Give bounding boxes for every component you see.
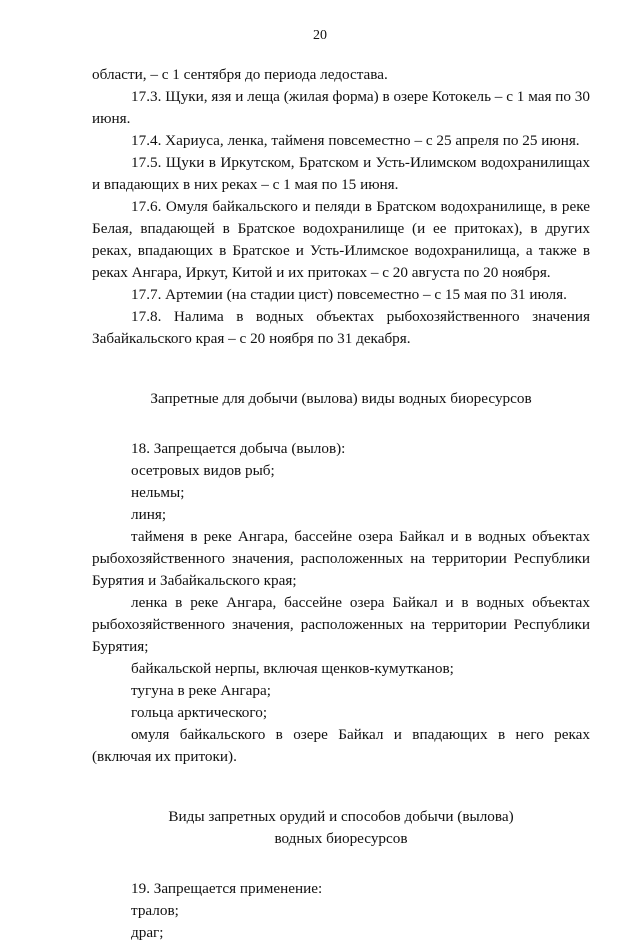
page-number: 20 bbox=[313, 28, 327, 43]
list-item-18-3: линя; bbox=[131, 506, 167, 523]
list-item-18-4: тайменя в реке Ангара, бассейне озера Байкал и в водных объектах рыбохозяйственного значения, расположенных на территории Республики Бурятия и Забайкальского края; bbox=[92, 528, 590, 589]
paragraph-17-8: 17.8. Налима в водных объектах рыбохозяйственного значения Забайкальского края – с 20 ноября по 31 декабря. bbox=[92, 308, 590, 347]
section-heading-prohibited-gear bbox=[92, 806, 590, 850]
section-heading-line-1: Виды запретных орудий и способов добычи (вылова) bbox=[168, 808, 514, 825]
paragraph-17-7: 17.7. Артемии (на стадии цист) повсеместно – с 15 мая по 31 июля. bbox=[131, 286, 567, 303]
paragraph-17-4: 17.4. Хариуса, ленка, тайменя повсеместно – с 25 апреля по 25 июня. bbox=[131, 132, 580, 149]
paragraph-19-intro: 19. Запрещается применение: bbox=[131, 880, 323, 897]
list-item-18-8: гольца арктического; bbox=[131, 704, 268, 721]
list-item-19-1: тралов; bbox=[131, 902, 179, 919]
list-item-18-9: омуля байкальского в озере Байкал и впадающих в него реках (включая их притоки). bbox=[92, 726, 590, 765]
paragraph-17-5: 17.5. Щуки в Иркутском, Братском и Усть-Илимском водохранилищах и впадающих в них реках – с 1 мая по 15 июня. bbox=[92, 154, 590, 193]
document-body bbox=[92, 64, 590, 944]
list-item-18-7: тугуна в реке Ангара; bbox=[131, 682, 271, 699]
paragraph-continuation: области, – с 1 сентября до периода ледостава. bbox=[92, 66, 388, 83]
paragraph-17-3: 17.3. Щуки, язя и леща (жилая форма) в озере Котокель – с 1 мая по 30 июня. bbox=[92, 88, 590, 127]
paragraph-18-intro: 18. Запрещается добыча (вылов): bbox=[131, 440, 346, 457]
list-item-18-1: осетровых видов рыб; bbox=[131, 462, 275, 479]
paragraph-17-6: 17.6. Омуля байкальского и пеляди в Братском водохранилище, в реке Белая, впадающей в Братское водохранилище (и ее притоках), в других реках, впадающих в Братское и Усть-Илимское водохранилища, а также в реках Ангара, Иркут, Китой и их притоках – с 20 августа по 20 ноября. bbox=[92, 198, 590, 281]
list-item-18-2: нельмы; bbox=[131, 484, 185, 501]
list-item-19-2: драг; bbox=[131, 924, 164, 941]
list-item-18-6: байкальской нерпы, включая щенков-кумутканов; bbox=[131, 660, 454, 677]
section-heading-line-2: водных биоресурсов bbox=[274, 830, 408, 847]
list-item-18-5: ленка в реке Ангара, бассейне озера Байкал и в водных объектах рыбохозяйственного значения, расположенных на территории Республики Бурятия; bbox=[92, 594, 590, 655]
section-heading-prohibited-species: Запретные для добычи (вылова) виды водных биоресурсов bbox=[150, 390, 532, 407]
